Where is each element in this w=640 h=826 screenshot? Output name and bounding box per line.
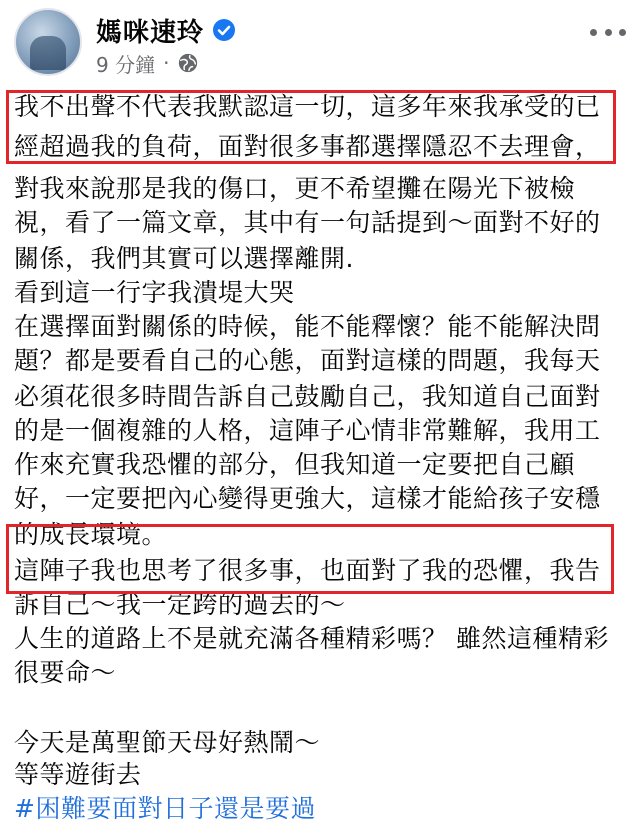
post-line: 必須花很多時間告訴自己鼓勵自己，我知道自己面對 [14, 382, 601, 411]
post-line: 很要命～ [14, 658, 117, 687]
post-line: 我不出聲不代表我默認這一切，這多年來我承受的已 [14, 92, 601, 121]
globe-icon[interactable] [177, 52, 199, 74]
post-meta [96, 50, 199, 76]
post-line: 今天是萬聖節天母好熱鬧～ [14, 728, 321, 757]
post-line: 好，一定要把內心變得更強大，這樣才能給孩子安穩 [14, 484, 601, 513]
meta-separator: · [163, 51, 170, 75]
post-line: 的成長環境。 [14, 520, 168, 549]
more-dot [590, 29, 597, 36]
more-options-icon[interactable] [590, 20, 626, 44]
page-name[interactable]: 媽咪速玲 [96, 17, 205, 48]
name-row [96, 12, 236, 48]
profile-avatar[interactable] [14, 8, 82, 76]
post-timestamp[interactable]: 9 分鐘 [96, 52, 156, 77]
post-line: 對我來說那是我的傷口，更不希望攤在陽光下被檢 [14, 174, 576, 203]
more-dot [619, 29, 626, 36]
post-line: 等等遊街去 [14, 760, 142, 789]
post-line: 在選擇面對關係的時候，能不能釋懷？能不能解決問 [14, 312, 601, 341]
post-line: 關係，我們其實可以選擇離開. [14, 244, 354, 273]
highlight-box [6, 90, 616, 164]
post-line: 題？都是要看自己的心態，面對這樣的問題，我每天 [14, 346, 601, 375]
post-line: 訴自己～我一定跨的過去的～ [14, 590, 346, 619]
hashtag-link[interactable]: #困難要面對日子還是要過 [14, 794, 316, 823]
post-line: 視，看了一篇文章，其中有一句話提到～面對不好的 [14, 208, 601, 237]
post-line: 看到這一行字我潰堤大哭 [14, 278, 295, 307]
post-line: 經超過我的負荷，面對很多事都選擇隱忍不去理會， [14, 132, 601, 161]
post-header [0, 0, 640, 86]
post-line: 這陣子我也思考了很多事，也面對了我的恐懼，我告 [14, 556, 601, 585]
post-line: 作來充實我恐懼的部分，但我知道一定要把自己顧 [14, 450, 576, 479]
highlight-box [6, 524, 614, 594]
more-dot [605, 29, 612, 36]
verified-badge-icon [212, 18, 236, 42]
post-line: 人生的道路上不是就充滿各種精彩嗎？ 雖然這種精彩 [14, 624, 609, 653]
post-line: 的是一個複雜的人格，這陣子心情非常難解，我用工 [14, 416, 601, 445]
